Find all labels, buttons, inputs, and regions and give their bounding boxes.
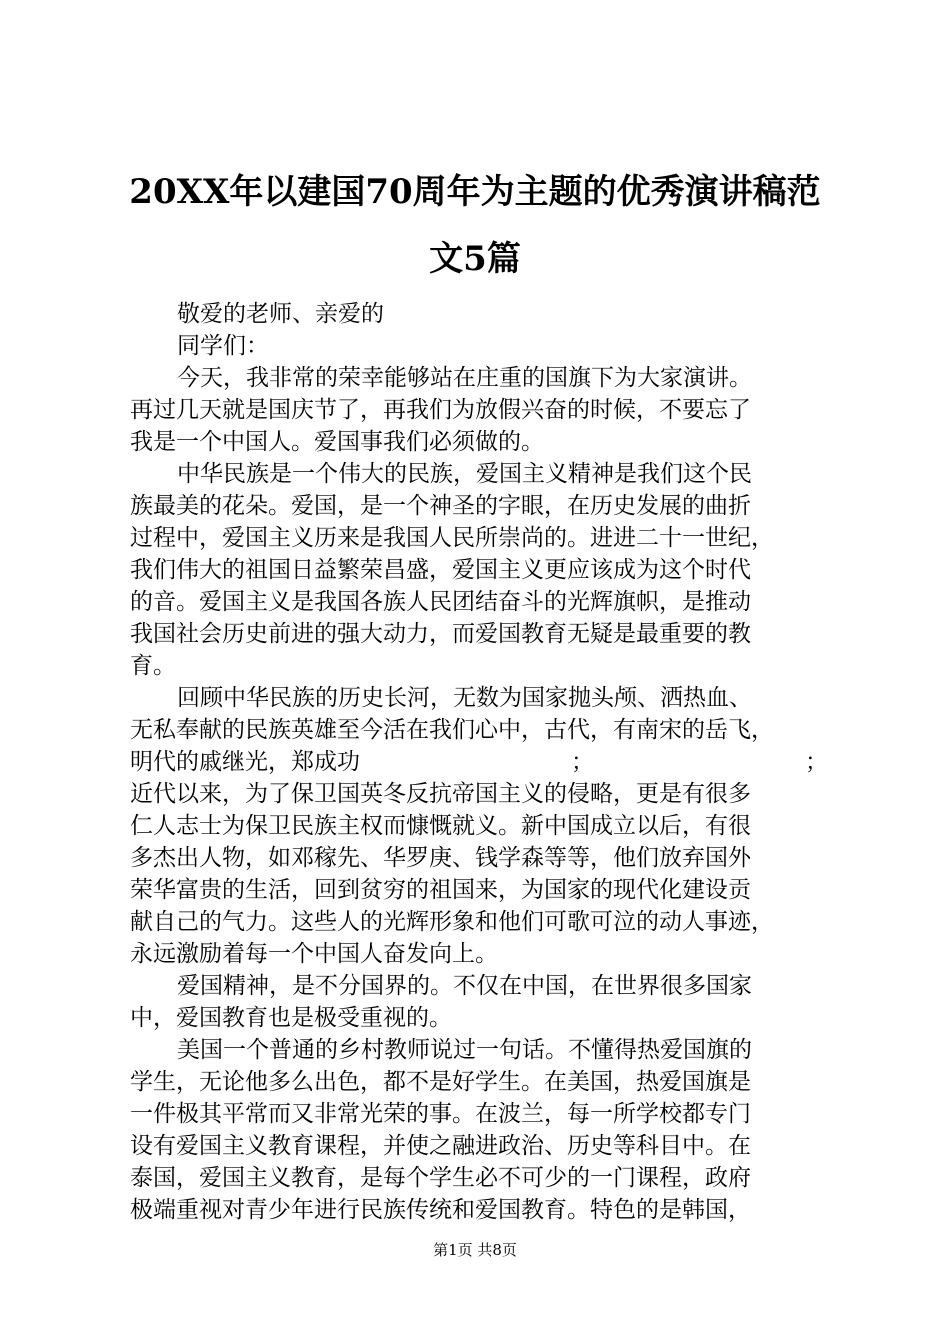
paragraph-line: 育。 xyxy=(130,653,176,679)
paragraph-line-split xyxy=(130,746,828,778)
paragraph-line: 荣华富贵的生活，回到贫穷的祖国来，为国家的现代化建设贡 xyxy=(130,877,751,903)
paragraph-line: 献自己的气力。这些人的光辉形象和他们可歌可泣的动人事迹， xyxy=(130,909,774,935)
paragraph-line: 回顾中华民族的历史长河，无数为国家抛头颅、洒热血、 xyxy=(177,685,752,711)
salutation-line: 同学们： xyxy=(177,333,269,359)
document-body xyxy=(130,298,828,1226)
paragraph-line: 永远激励着每一个中国人奋发向上。 xyxy=(130,941,498,967)
paragraph-line: 近代以来，为了保卫国英冬反抗帝国主义的侵略，更是有很多 xyxy=(130,781,751,807)
paragraph-line: 再过几天就是国庆节了，再我们为放假兴奋的时候，不要忘了 xyxy=(130,397,751,423)
paragraph-line: 过程中，爱国主义历来是我国人民所崇尚的。进进二十一世纪， xyxy=(130,525,774,551)
document-title-line-1: 20XX年以建国70周年为主题的优秀演讲稿范 xyxy=(129,172,821,212)
paragraph-line: 学生，无论他多么出色，都不是好学生。在美国，热爱国旗是 xyxy=(130,1069,751,1095)
paragraph-line: 设有爱国主义教育课程，并使之融进政治、历史等科目中。在 xyxy=(130,1133,751,1159)
split-segment: 明代的戚继光，郑成功 xyxy=(130,749,360,775)
paragraph-line: 多杰出人物，如邓稼先、华罗庚、钱学森等等，他们放弃国外 xyxy=(130,845,751,871)
paragraph-line: 一件极其平常而又非常光荣的事。在波兰，每一所学校都专门 xyxy=(130,1101,751,1127)
paragraph-line: 今天，我非常的荣幸能够站在庄重的国旗下为大家演讲。 xyxy=(177,365,752,391)
paragraph-line: 泰国，爱国主义教育，是每个学生必不可少的一门课程，政府 xyxy=(130,1165,751,1191)
paragraph-line: 爱国精神，是不分国界的。不仅在中国，在世界很多国家 xyxy=(177,973,752,999)
paragraph-line: 中，爱国教育也是极受重视的。 xyxy=(130,1005,452,1031)
paragraph-line: 美国一个普通的乡村教师说过一句话。不懂得热爱国旗的 xyxy=(177,1037,752,1063)
paragraph-line: 无私奉献的民族英雄至今活在我们心中，古代，有南宋的岳飞， xyxy=(130,717,774,743)
paragraph-line: 我国社会历史前进的强大动力，而爱国教育无疑是最重要的教 xyxy=(130,621,751,647)
page-number-footer: 第1页 共8页 xyxy=(433,1241,517,1259)
paragraph-line: 中华民族是一个伟大的民族，爱国主义精神是我们这个民 xyxy=(177,461,752,487)
paragraph-line: 极端重视对青少年进行民族传统和爱国教育。特色的是韩国， xyxy=(130,1197,751,1223)
paragraph-line: 我们伟大的祖国日益繁荣昌盛，爱国主义更应该成为这个时代 xyxy=(130,557,751,583)
salutation-line: 敬爱的老师、亲爱的 xyxy=(177,301,384,327)
split-segment: ； xyxy=(571,749,594,775)
paragraph-line: 族最美的花朵。爱国，是一个神圣的字眼，在历史发展的曲折 xyxy=(130,493,751,519)
document-title-line-2: 文5篇 xyxy=(429,239,521,279)
split-segment: ； xyxy=(805,749,828,775)
paragraph-line: 我是一个中国人。爱国事我们必须做的。 xyxy=(130,429,544,455)
paragraph-line: 仁人志士为保卫民族主权而慷慨就义。新中国成立以后，有很 xyxy=(130,813,751,839)
paragraph-line: 的音。爱国主义是我国各族人民团结奋斗的光辉旗帜，是推动 xyxy=(130,589,751,615)
